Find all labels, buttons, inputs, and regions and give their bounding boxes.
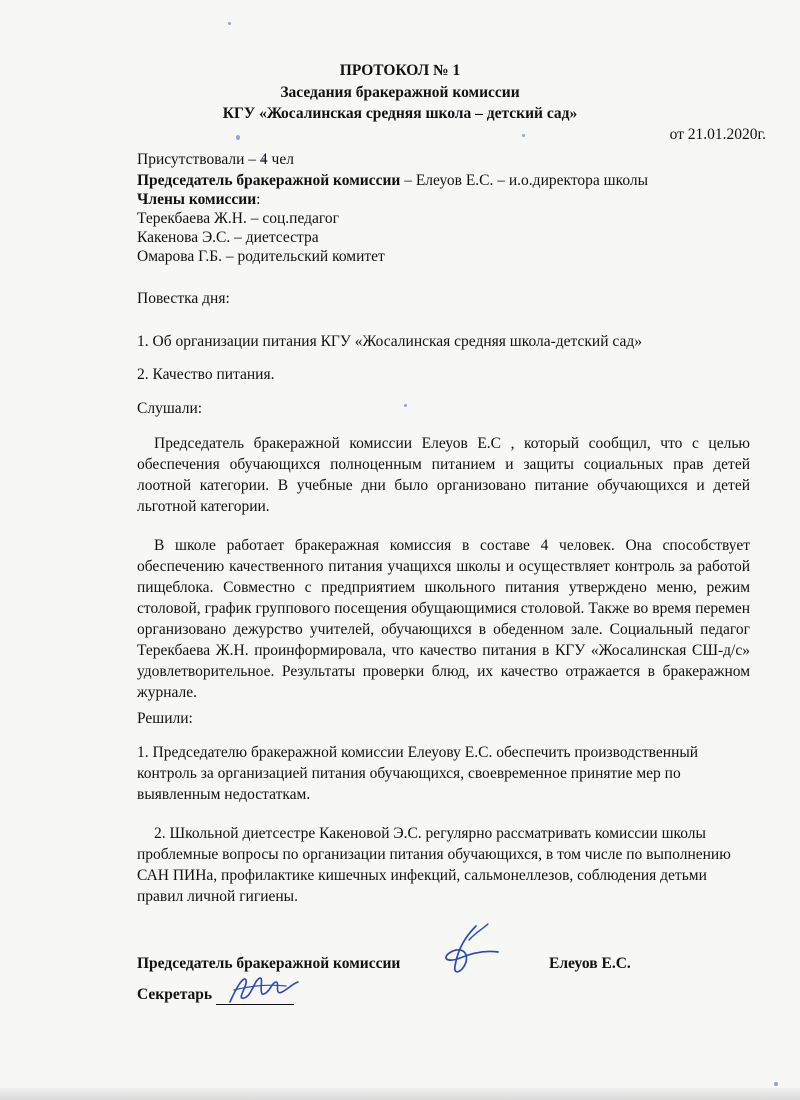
chair-label: Председатель бракеражной комиссии bbox=[137, 172, 401, 189]
members-heading bbox=[137, 191, 260, 209]
members-colon: : bbox=[256, 191, 261, 208]
decision-item: 2. Школьной диетсестре Какеновой Э.С. регулярно рассматривать комиссии школы проблемные вопросы по организации питания обучающихся, в том числе по выполнению САН ПИНа, профилактике кишечных инфекций, сальмонеллезов, соблюдения детьми правил личной гигиены. bbox=[137, 825, 731, 905]
scan-speck bbox=[236, 135, 240, 140]
heard-paragraph: Председатель бракеражной комиссии Елеуов Е.С , который сообщил, что с целью обеспечения обучающихся полноценным питанием и защиты социальных прав детей лоотной категории. В учебные дни было организовано питание обучающихся и детей льготной категории. bbox=[137, 435, 750, 515]
decision-item: 1. Председателю бракеражной комиссии Елеуову Е.С. обеспечить производственный контроль за организацией питания обучающихся, своевременное принятие мер по выявленным недостаткам. bbox=[137, 744, 699, 803]
secretary-signature-label: Секретарь bbox=[137, 986, 213, 1003]
heard-heading: Слушали: bbox=[137, 400, 203, 417]
chair-signature-name: Елеуов Е.С. bbox=[549, 955, 631, 972]
scan-speck bbox=[774, 1082, 778, 1086]
chair-signature-label: Председатель бракеражной комиссии bbox=[137, 955, 401, 972]
protocol-date: от 21.01.2020г. bbox=[669, 126, 766, 143]
chair-line bbox=[137, 172, 648, 190]
agenda-item: 2. Качество питания. bbox=[137, 366, 275, 383]
member-item: Омарова Г.Б. – родительский комитет bbox=[137, 248, 385, 265]
heard-paragraph: В школе работает бракеражная комиссия в составе 4 человек. Она способствует обеспечению качественного питания учащихся школы и осуществляет контроль за работой пищеблока. Совместно с предприятием школьного питания утверждено меню, режим столовой, график группового посещения обущающимися столовой. Также во время перемен организовано дежурство учителей, обучающихся в обеденном зале. Социальный педагог Терекбаева Ж.Н. проинформировала, что качество питания в КГУ «Жосалинская СШ-д/с» удовлетворительное. Результаты проверки блюд, их качество отражается в бракеражном журнале. bbox=[137, 537, 750, 701]
agenda-heading: Повестка дня: bbox=[137, 290, 230, 307]
decided-heading: Решили: bbox=[137, 710, 193, 727]
member-item: Какенова Э.С. – диетсестра bbox=[137, 229, 319, 246]
chair-value: – Елеуов Е.С. – и.о.директора школы bbox=[400, 172, 649, 189]
scan-speck bbox=[522, 134, 525, 137]
protocol-subtitle: Заседания бракеражной комиссии bbox=[280, 84, 520, 101]
agenda-item: 1. Об организации питания КГУ «Жосалинская средняя школа-детский сад» bbox=[137, 333, 642, 350]
member-item: Терекбаева Ж.Н. – соц.педагог bbox=[137, 210, 339, 227]
attendance-count: Присутствовали – 4 чел bbox=[137, 151, 294, 168]
protocol-title: ПРОТОКОЛ № 1 bbox=[339, 62, 461, 79]
scan-speck bbox=[228, 22, 231, 25]
scan-speck bbox=[404, 404, 407, 407]
secretary-handwritten-signature bbox=[224, 970, 304, 1010]
chair-handwritten-signature bbox=[436, 922, 506, 982]
members-label: Члены комиссии bbox=[137, 191, 257, 208]
organization-name: КГУ «Жосалинская средняя школа – детский сад» bbox=[222, 105, 578, 122]
